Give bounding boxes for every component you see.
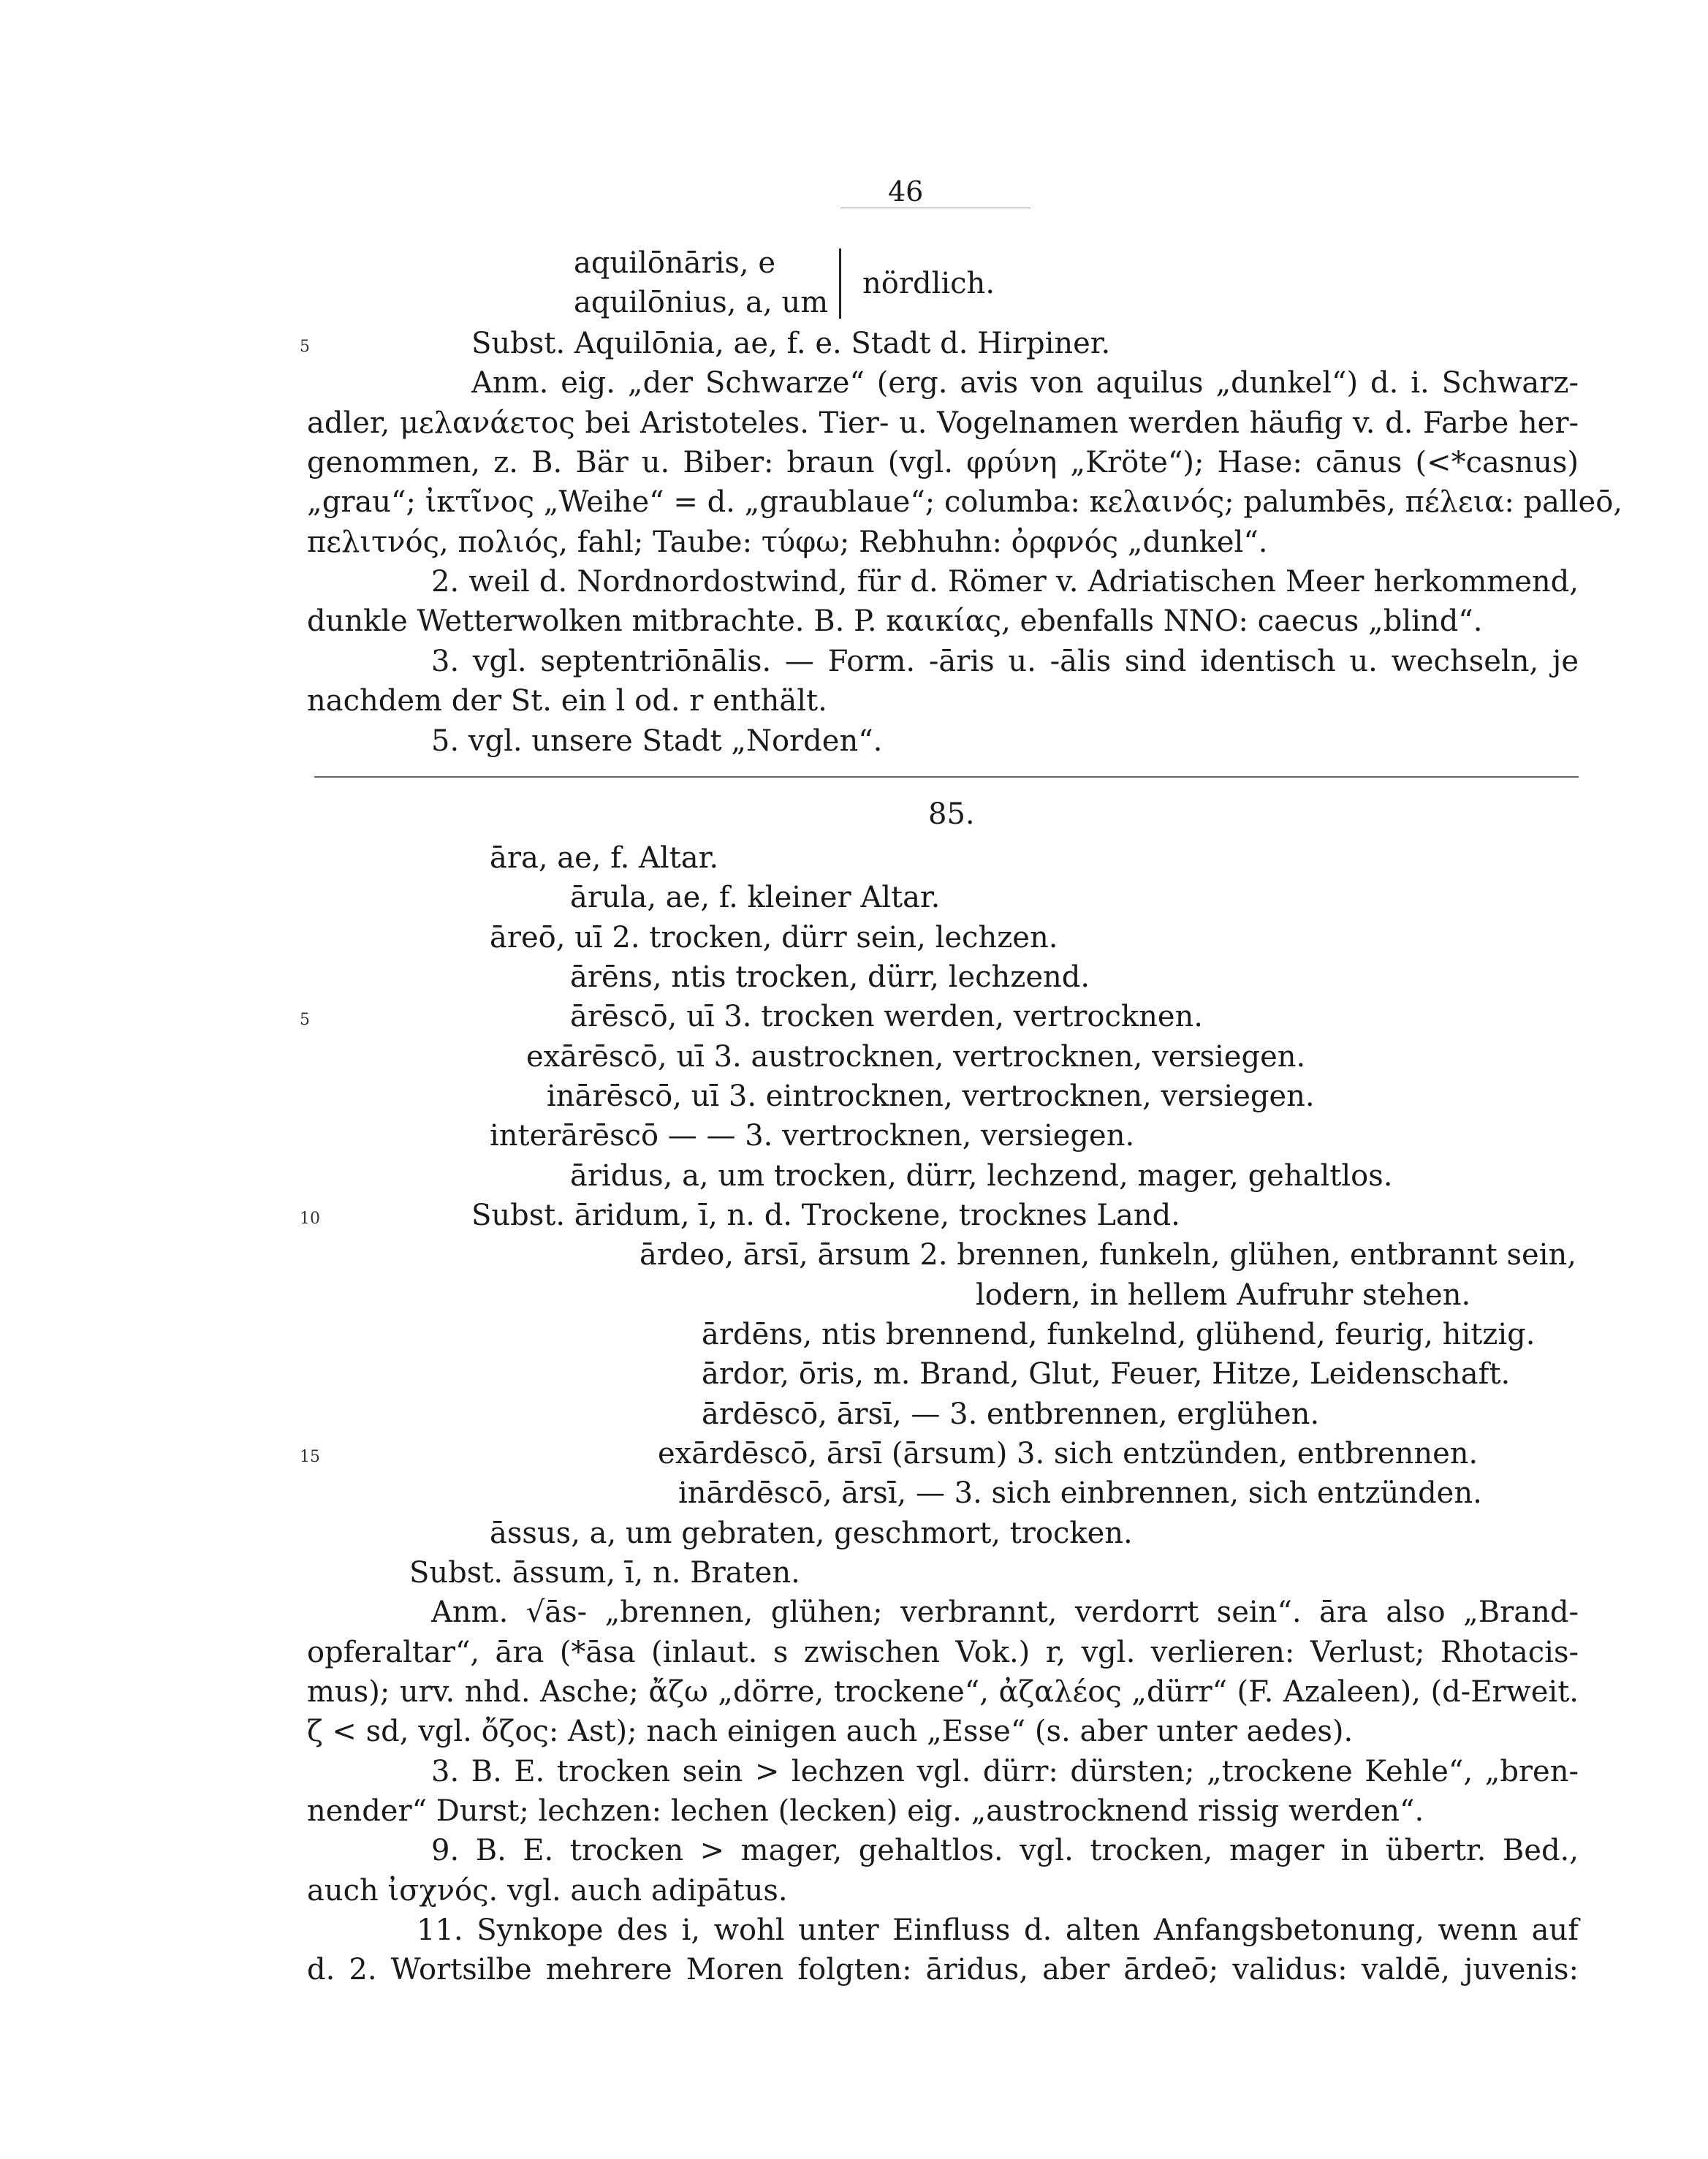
entry-line: ārdēns, ntis brennend, funkelnd, glühend, feurig, hitzig. — [702, 1318, 1536, 1351]
note-line: genommen, z. B. Bär u. Biber: braun (vgl. φρύνη „Kröte“); Hase: cānus (<*casnus) — [307, 446, 1579, 479]
note-line: nender“ Durst; lechzen: lechen (lecken) eig. „austrocknend rissig werden“. — [307, 1794, 1424, 1828]
note-line: mus); urv. nhd. Asche; ἄζω „dörre, trockene“, ἀζαλέος „dürr“ (F. Azaleen), (d-Erweit. — [307, 1675, 1579, 1709]
line-number-5a: 5 — [300, 338, 310, 356]
entry-line: exārēscō, uī 3. austrocknen, vertrocknen, versiegen. — [526, 1040, 1306, 1074]
section-separator — [314, 776, 1579, 778]
entry-line: ārdor, ōris, m. Brand, Glut, Feuer, Hitze, Leidenschaft. — [702, 1357, 1511, 1391]
note-line: Anm. √ās- „brennen, glühen; verbrannt, verdorrt sein“. āra also „Brand- — [431, 1595, 1579, 1629]
entry-line: inārēscō, uī 3. eintrocknen, vertrocknen, versiegen. — [547, 1080, 1315, 1113]
entry-line: ārēscō, uī 3. trocken werden, vertrocknen. — [570, 1000, 1204, 1033]
note-line: 2. weil d. Nordnordostwind, für d. Römer v. Adriatischen Meer herkommend, — [431, 565, 1579, 599]
note-line: 5. vgl. unsere Stadt „Norden“. — [431, 724, 883, 758]
note-line: Anm. eig. „der Schwarze“ (erg. avis von aquilus „dunkel“) d. i. Schwarz- — [471, 366, 1579, 400]
line-number-15: 15 — [300, 1448, 320, 1466]
headword-gloss: nördlich. — [862, 267, 995, 300]
note-line: nachdem der St. ein l od. r enthält. — [307, 684, 827, 718]
note-line: adler, μελανάετος bei Aristoteles. Tier- u. Vogelnamen werden häufig v. d. Farbe her- — [307, 406, 1579, 440]
subst-aquilonia: Subst. Aquilōnia, ae, f. e. Stadt d. Hirpiner. — [471, 327, 1111, 360]
entry-line: ārdeo, ārsī, ārsum 2. brennen, funkeln, glühen, entbrannt sein, — [639, 1238, 1576, 1272]
entry-line: āridus, a, um trocken, dürr, lechzend, mager, gehaltlos. — [570, 1159, 1393, 1193]
entry-line: ārdēscō, ārsī, — 3. entbrennen, erglühen. — [702, 1397, 1320, 1431]
note-line: 11. Synkope des i, wohl unter Einfluss d. alten Anfangsbetonung, wenn auf — [417, 1913, 1579, 1947]
note-line: 3. vgl. septentriōnālis. — Form. -āris u. -ālis sind identisch u. wechseln, je — [431, 645, 1579, 678]
entry-line: āssus, a, um gebraten, geschmort, trocken. — [490, 1517, 1133, 1550]
entry-line: Subst. āssum, ī, n. Braten. — [409, 1556, 800, 1590]
entry-line: exārdēscō, ārsī (ārsum) 3. sich entzünden, entbrennen. — [658, 1437, 1479, 1471]
page-number: 46 — [888, 175, 924, 208]
entry-line: ārula, ae, f. kleiner Altar. — [570, 881, 941, 914]
note-line: πελιτνός, πολιός, fahl; Taube: τύφω; Rebhuhn: ὀρφνός „dunkel“. — [307, 525, 1268, 559]
note-line: opferaltar“, āra (*āsa (inlaut. s zwischen Vok.) r, vgl. verlieren: Verlust; Rhotacis- — [307, 1636, 1579, 1669]
note-line: dunkle Wetterwolken mitbrachte. B. P. καικίας, ebenfalls NNO: caecus „blind“. — [307, 604, 1483, 638]
headword-brace — [832, 248, 841, 319]
entry-line: āra, ae, f. Altar. — [490, 841, 719, 875]
entry-line: āreō, uī 2. trocken, dürr sein, lechzen. — [490, 921, 1058, 955]
note-line: ζ < sd, vgl. ὄζος: Ast); nach einigen auch „Esse“ (s. aber unter aedes). — [307, 1715, 1354, 1748]
note-line: d. 2. Wortsilbe mehrere Moren folgten: āridus, aber ārdeō; validus: valdē, juvenis: — [307, 1953, 1579, 1987]
section-number: 85. — [928, 797, 975, 831]
entry-line: inārdēscō, ārsī, — 3. sich einbrennen, sich entzünden. — [678, 1476, 1482, 1510]
headword-2: aquilōnius, a, um — [574, 286, 829, 319]
note-line: „grau“; ἰκτῖνος „Weihe“ = d. „graublaue“; columba: κελαινός; palumbēs, πέλεια: palleō, — [307, 485, 1623, 519]
note-line: 3. B. E. trocken sein > lechzen vgl. dürr: dürsten; „trockene Kehle“, „bren- — [431, 1755, 1579, 1788]
entry-line: interārēscō — — 3. vertrocknen, versiegen. — [490, 1119, 1135, 1153]
line-number-10: 10 — [300, 1210, 320, 1228]
line-number-5b: 5 — [300, 1011, 310, 1029]
note-line: auch ἰσχνός. vgl. auch adipātus. — [307, 1874, 788, 1908]
headword-1: aquilōnāris, e — [574, 246, 776, 280]
entry-line: lodern, in hellem Aufruhr stehen. — [976, 1278, 1471, 1312]
entry-line: Subst. āridum, ī, n. d. Trockene, trocknes Land. — [471, 1199, 1180, 1232]
note-line: 9. B. E. trocken > mager, gehaltlos. vgl. trocken, mager in übertr. Bed., — [431, 1834, 1579, 1867]
entry-line: ārēns, ntis trocken, dürr, lechzend. — [570, 960, 1090, 994]
